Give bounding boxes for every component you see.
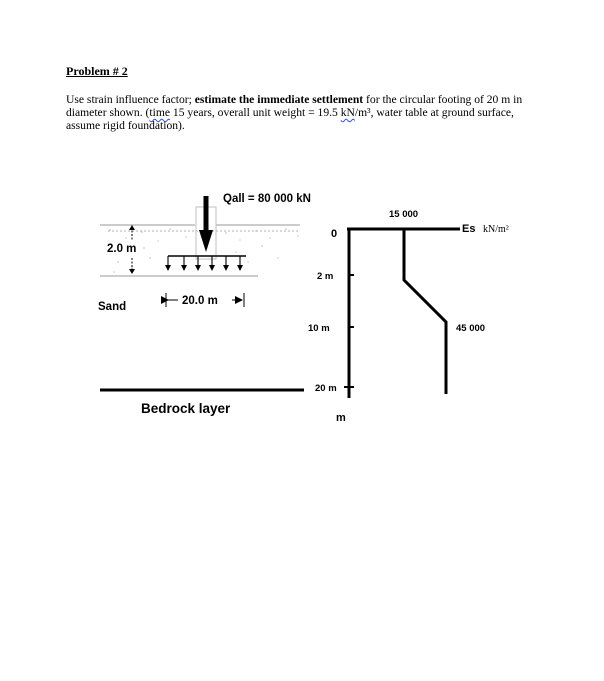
problem-title: Problem # 2 (66, 64, 128, 78)
depth-tick-10m: 10 m (308, 323, 330, 334)
statement-time-word: time (149, 106, 170, 119)
statement-part2: for the circular footing of 20 m in diameter shown. ( (66, 93, 523, 119)
statement-kn-unit: kN (340, 106, 355, 119)
depth-tick-2m: 2 m (317, 271, 334, 282)
statement-part3: 15 years, overall unit weight = 19.5 (170, 106, 341, 119)
depth-axis-unit: m (336, 412, 346, 424)
load-label: Qall = 80 000 kN (223, 193, 311, 205)
bedrock-label: Bedrock layer (141, 401, 231, 416)
statement-part4: /m³, water table at ground surface, assume rigid foundation). (66, 106, 514, 132)
load-arrow-head (199, 230, 213, 252)
es-axis-label: Es (462, 223, 476, 235)
depth-label: 2.0 m (107, 243, 137, 255)
es-unit-label: kN/m² (483, 224, 509, 235)
es-profile-line (404, 229, 446, 394)
soil-label: Sand (98, 301, 127, 313)
es-bottom-value: 45 000 (456, 323, 486, 334)
depth-tick-20m: 20 m (315, 383, 337, 394)
statement-part1: Use strain influence factor; (66, 93, 195, 106)
es-top-value: 15 000 (389, 209, 419, 220)
depth-tick-0: 0 (331, 228, 338, 240)
pressure-arrows (165, 256, 243, 271)
statement-emphasis: estimate the immediate settlement (194, 93, 364, 106)
width-label: 20.0 m (182, 295, 218, 307)
